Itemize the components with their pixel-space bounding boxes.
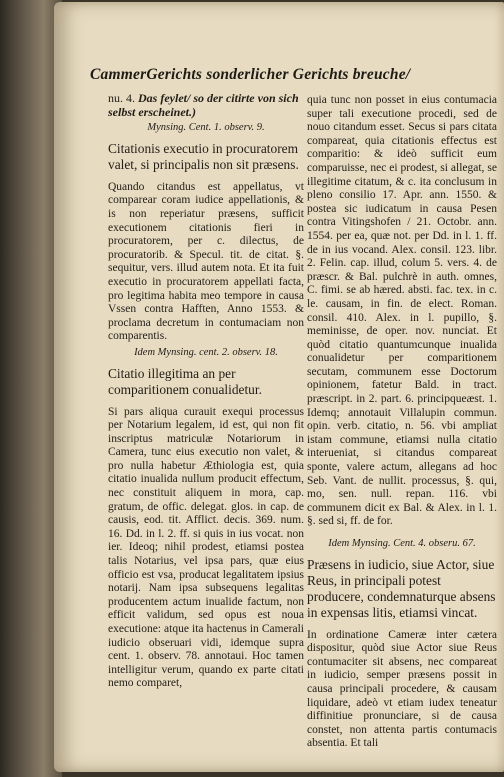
left-title-bold: Das feylet/ so der citirte von sich selbst erscheinet.)	[108, 91, 299, 119]
left-summary-2: Citatio illegitima an per comparitionem conualidetur.	[108, 365, 262, 397]
left-citation-2: Idem Mynsing. cent. 2. observ. 18.	[134, 346, 278, 358]
right-body-1: quia tunc non posset in eius contumacia super tali executione procedi, sed de nouo citandum esset. Secus si pars citata compareat, quia citationis effectus est comparitio: & ideò sufficit eum comparuisse, nec ei prodest, si allegat, se illegitime citatum, & c. ita conclusum in pleno consilio 17. Apr. ann. 1550. & postea sic iudicatum in causa Pesen contra Vitingshofen / 21. Octobr. ann. 1554. per ea, quæ not. per Dd. in l. 1. ff. de in ius vocand. Alex. consil. 123. libr. 2. Felin. cap. illud, colum 5. vers. 4. de præscr. & Bal. pulchrè in auth. omnes, C. fimi. se ab hæred. absti. fac. tex. in c. le. causam, in fin. de elect. Roman. consil. 410. Alex. in l. pupillo, §. meminisse, de oper. nov. nunciat. Et quòd citatio quantumcunque inualida conualidetur per comparitionem secutam, communem esse Doctorum opinionem, fatetur Bald. in tract. præscript. in 2. part. 6. principqueæst. 1. Idemq; annotauit Villalupin commun. opin. verb. citatio, n. 56. vbi ampliat istam commune, etiamsi nulla citatio interueniat, si citandus compareat sponte, valere actum, allegans ad hoc Seb. Vant. de nullit. processus, §. qui, mo, sen. null. repan. 116. vbi communem dicit ex Bal. & Alex. in l. 1. §. sed si, ff. de for.	[307, 94, 497, 528]
right-citation-1: Idem Mynsing. Cent. 4. obseru. 67.	[328, 538, 476, 549]
running-header: CammerGerichts sonderlicher Gerichts breuche/	[90, 66, 411, 83]
left-title-prefix: nu. 4.	[108, 91, 135, 105]
left-body-2: Si pars aliqua curauit exequi processus per Notarium legalem, id est, qui non fit inscriptus matriculæ Notariorum in Camera, tunc eius executio non valet, & pro nulla habetur Æthiologia est, quia citatio inualida nullum producit effectum, nec constituit aliquem in mora, cap. gratum, de offic. delegat. glos. in cap. de causis, eod. tit. Afflict. decis. 369. num. 16. Dd. in l. 2. ff. si quis in ius vocat. non ier. Ideoq; nihil prodest, etiamsi postea talis Notarius, vel ipsa pars, quæ eius officio est vsa, producat legalitatem ipsius notarij. Nam ipsa subsequens legalitas producentem actum inualide factum, non efficit validum, sed opus est noua executione: atque ita hactenus in Camerali iudicio obseruari vidi, idemque supra cent. 1. observ. 78. annotaui. Hoc tamen intelligitur verum, quando ex parte citati nemo comparet,	[108, 405, 304, 690]
left-body-1: Quando citandus est appellatus, vt comparear coram iudice appellationis, & is non reperiatur præsens, sufficit executionem citationis fieri in procuratorem, per c. dilectus, de procuratorib. & Specul. tit. de citat. §. sequitur, vers. illud autem nota. Et ita fuit executio in procuratorem appellati facta, pro legitima habita meo tempore in causa Vssen contra Hafften, Anno 1553. & proclama decretum in contumaciam non comparentis.	[108, 180, 304, 343]
left-column	[108, 92, 304, 691]
right-summary-1: Præsens in iudicio, siue Actor, siue Reus, in principali potest producere, condemnaturque absens in expensas litis, etiamsi vincat.	[307, 556, 496, 620]
left-citation-1: Mynsing. Cent. 1. observ. 9.	[147, 122, 265, 134]
left-title	[108, 92, 304, 119]
right-body-2: In ordinatione Cameræ inter cætera dispositur, quòd siue Actor siue Reus contumaciter sit absens, nec compareat in iudicio, semper præsens possit in causa principali procedere, & causam liquidare, adeò vt etiam iudex teneatur diffinitiue pronunciare, si de causa constet, non attenta partis contumacis absentia. Et tali	[307, 628, 497, 750]
book-edge	[0, 0, 62, 777]
right-column	[307, 92, 497, 751]
left-summary-1: Citationis executio in procuratorem valet, si principalis non sit præsens.	[108, 140, 299, 172]
